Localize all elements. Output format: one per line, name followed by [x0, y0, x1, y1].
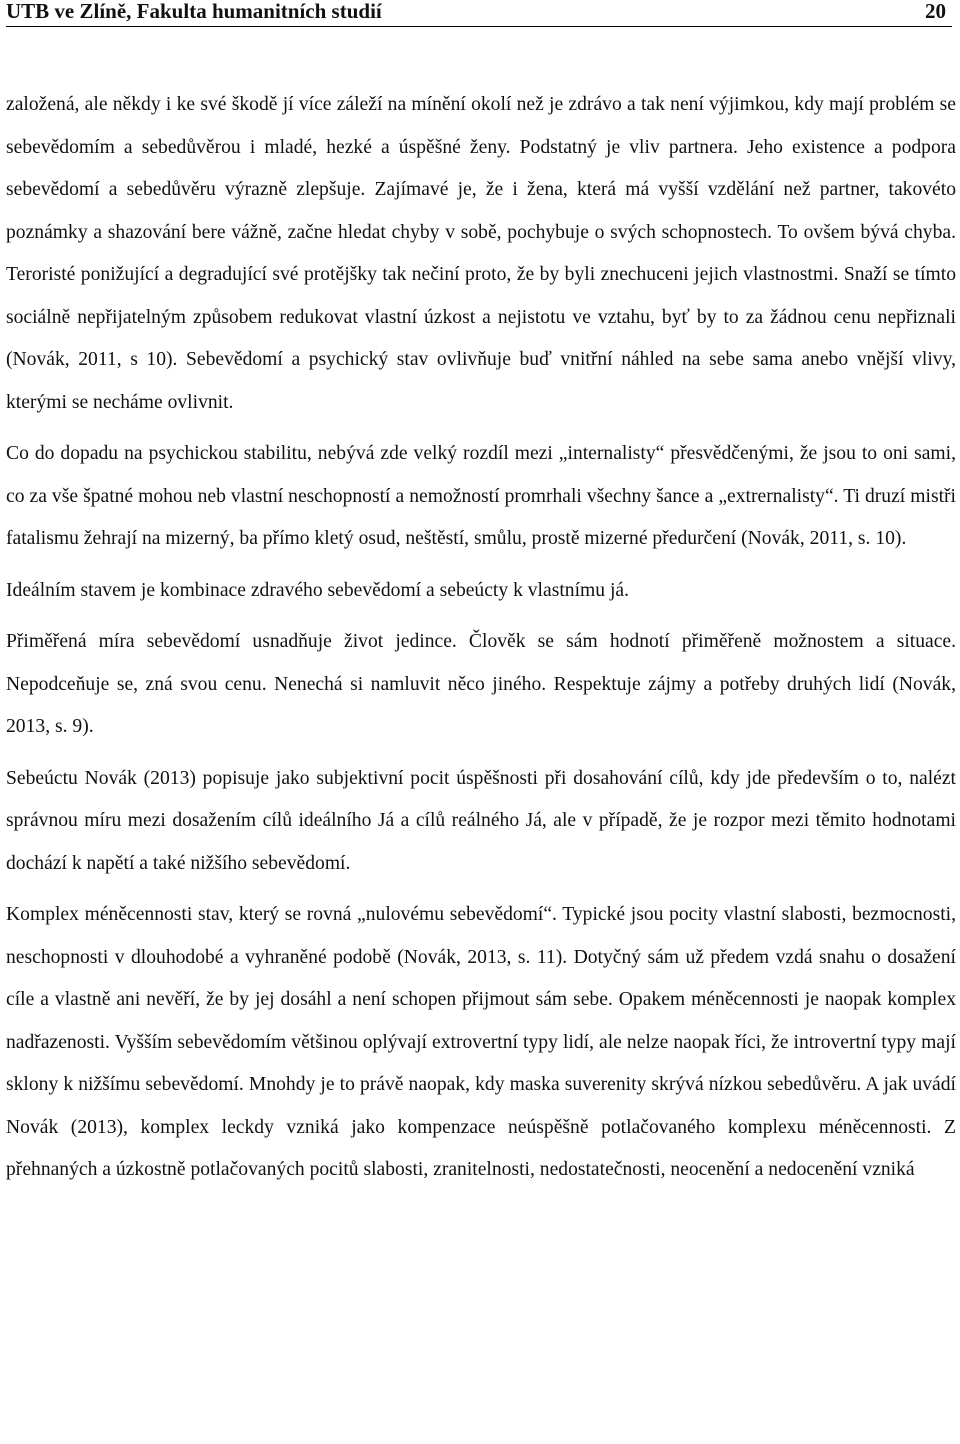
paragraph: Sebeúctu Novák (2013) popisuje jako subjektivní pocit úspěšnosti při dosahování cílů, kdy jde především o to, nalézt správnou míru mezi dosažením cílů ideálního Já a cílů reálného Já, ale v případě, že je rozpor mezi těmito hodnotami dochází k napětí a také nižšího sebevědomí.	[6, 767, 956, 874]
paragraph: Ideálním stavem je kombinace zdravého sebevědomí a sebeúcty k vlastnímu já.	[6, 579, 629, 601]
header-title: UTB ve Zlíně, Fakulta humanitních studií	[6, 0, 382, 23]
page-number: 20	[925, 0, 946, 23]
paragraph: Co do dopadu na psychickou stabilitu, nebývá zde velký rozdíl mezi „internalisty“ přesvědčenými, že jsou to oni sami, co za vše špatné mohou neb vlastní neschopností a nemožností promrhali všechny šance a „extrernalisty“. Ti druzí mistři fatalismu žehrají na mizerný, ba přímo kletý osud, neštěstí, smůlu, prostě mizerné předurčení (Novák, 2011, s. 10).	[6, 443, 956, 549]
paragraph: založená, ale někdy i ke své škodě jí více záleží na mínění okolí než je zdrávo a tak není výjimkou, kdy mají problém se sebevědomím a sebedůvěrou i mladé, hezké a úspěšné ženy. Podstatný je vliv partnera. Jeho existence a podpora sebevědomí a sebedůvěru výrazně zlepšuje. Zajímavé je, že i žena, která má vyšší vzdělání než partner, takovéto poznámky a shazování bere vážně, začne hledat chyby v sobě, pochybuje o svých schopnostech. To ovšem bývá chyba. Teroristé ponižující a degradující své protějšky tak nečiní proto, že by byli znechuceni jejich vlastnostmi. Snaží se tímto sociálně nepřijatelným způsobem redukovat vlastní úzkost a nejistotu ve vztahu, byť by to za žádnou cenu nepřiznali (Novák, 2011, s 10). Sebevědomí a psychický stav ovlivňuje buď vnitřní náhled na sebe sama anebo vnější vlivy, kterými se necháme ovlivnit.	[6, 94, 956, 413]
document-body	[6, 84, 956, 1192]
paragraph: Komplex méněcennosti stav, který se rovná „nulovému sebevědomí“. Typické jsou pocity vlastní slabosti, bezmocnosti, neschopnosti v dlouhodobé a vyhraněné podobě (Novák, 2013, s. 11). Dotyčný sám už předem vzdá snahu o dosažení cíle a vlastně ani nevěří, že by jej dosáhl a není schopen přijmout sám sebe. Opakem méněcennosti je naopak komplex nadřazenosti. Vyšším sebevědomím většinou oplývají extrovertní typy lidí, ale nelze naopak říci, že introvertní typy mají sklony k nižšímu sebevědomí. Mnohdy je to právě naopak, kdy maska suverenity skrývá nízkou sebedůvěru. A jak uvádí Novák (2013), komplex leckdy vzniká jako kompenzace neúspěšně potlačovaného komplexu méněcennosti. Z přehnaných a úzkostně potlačovaných pocitů slabosti, zranitelnosti, nedostatečnosti, neocenění a nedocenění vzniká	[6, 904, 956, 1180]
page-header	[6, 0, 952, 27]
paragraph: Přiměřená míra sebevědomí usnadňuje život jedince. Člověk se sám hodnotí přiměřeně možnostem a situace. Nepodceňuje se, zná svou cenu. Nenechá si namluvit něco jiného. Respektuje zájmy a potřeby druhých lidí (Novák, 2013, s. 9).	[6, 631, 956, 737]
